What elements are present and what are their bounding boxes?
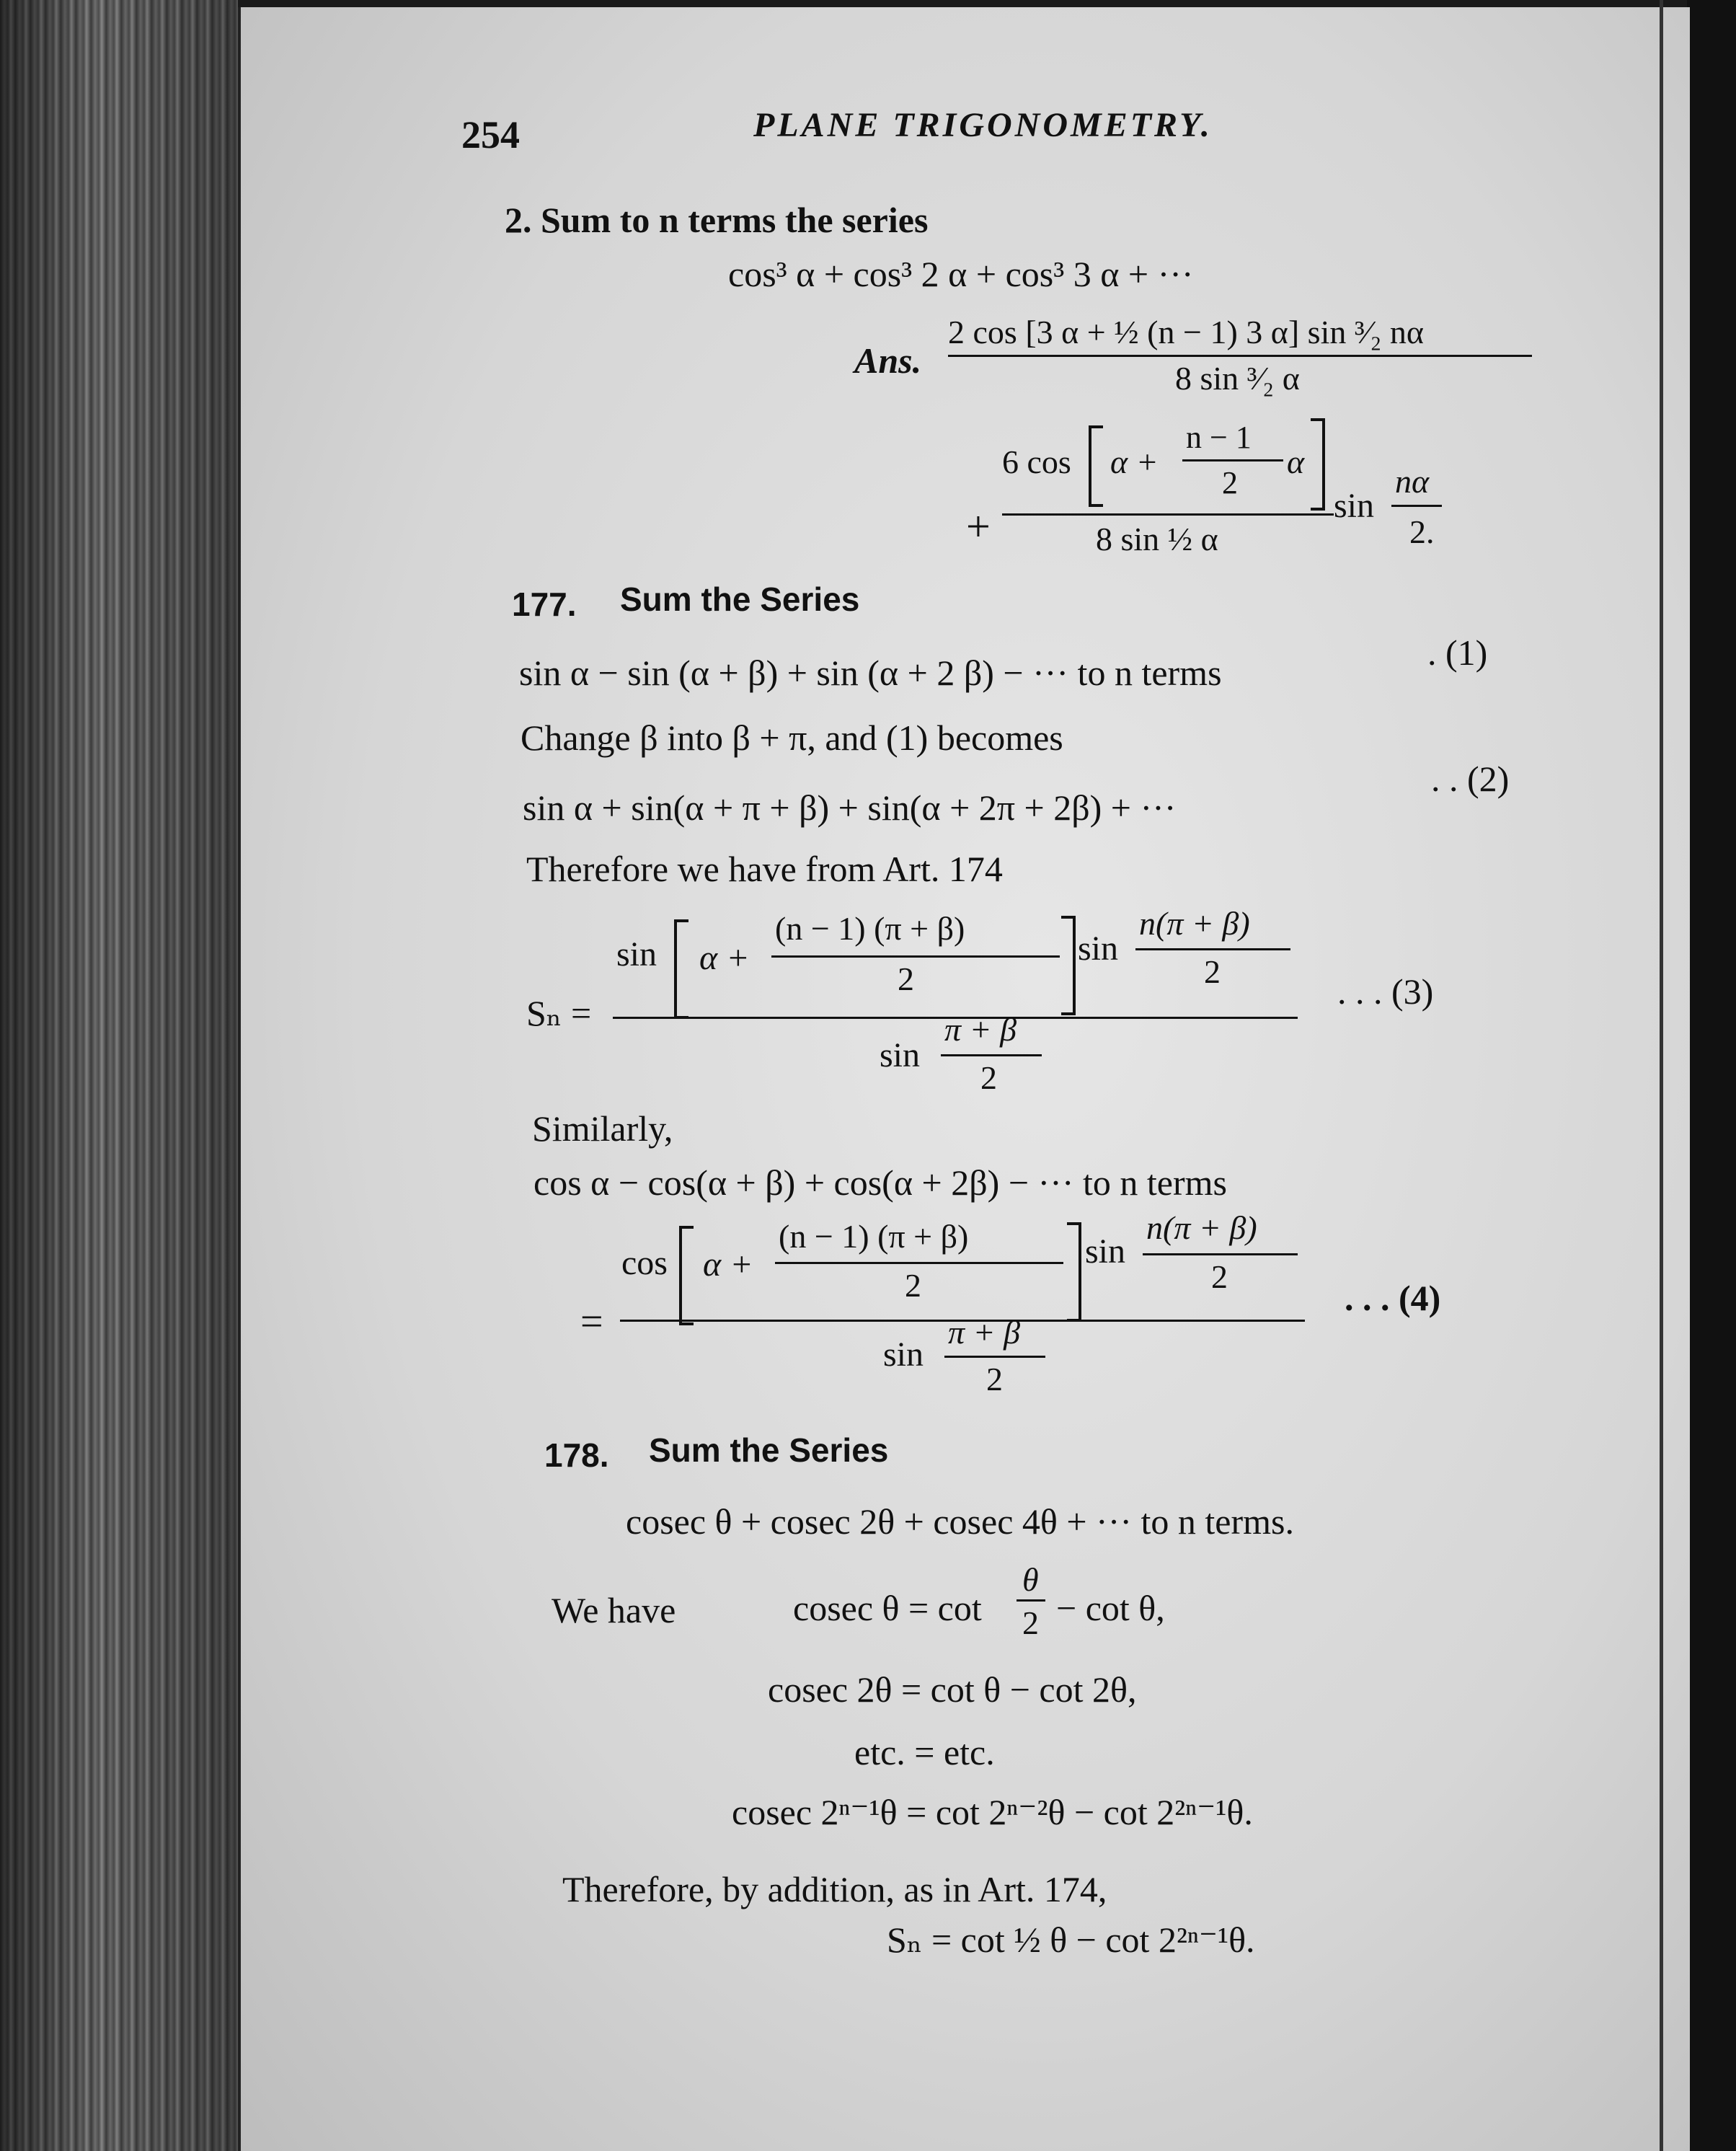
answer-numerator-1: 2 cos [3 α + ½ (n − 1) 3 α] sin ³⁄₂ nα xyxy=(948,314,1424,350)
fraction-bar xyxy=(1002,513,1334,516)
we-have-label: We have xyxy=(552,1590,676,1630)
left-bracket xyxy=(1089,425,1103,507)
f4-top-2: n(π + β) xyxy=(1146,1209,1257,1246)
f4-den-top: π + β xyxy=(948,1314,1020,1351)
final-result: Sₙ = cot ½ θ − cot 2²ⁿ⁻¹θ. xyxy=(887,1920,1255,1960)
series-177: sin α − sin (α + β) + sin (α + 2 β) − ··· to n terms xyxy=(519,653,1222,693)
sn-label: Sₙ = xyxy=(526,993,592,1033)
answer-sin: sin xyxy=(1334,487,1375,525)
equals-sign: = xyxy=(580,1299,603,1344)
right-bracket xyxy=(1311,418,1325,511)
identity-general: cosec 2ⁿ⁻¹θ = cot 2ⁿ⁻²θ − cot 2²ⁿ⁻¹θ. xyxy=(732,1792,1253,1832)
equation-tag-1: . (1) xyxy=(1427,632,1488,673)
answer-sin-top: nα xyxy=(1395,463,1430,500)
fraction-bar xyxy=(941,1054,1042,1056)
answer-inner-top: n − 1 xyxy=(1186,420,1252,455)
answer-denominator-1: 8 sin ³⁄₂ α xyxy=(1175,360,1300,397)
f3-top-2: n(π + β) xyxy=(1139,905,1250,942)
exercise-statement: 2. Sum to n terms the series xyxy=(505,200,929,240)
equation-tag-3: . . . (3) xyxy=(1337,971,1434,1012)
page-number: 254 xyxy=(461,113,520,156)
fraction-bar xyxy=(944,1356,1045,1358)
fraction-bar xyxy=(1143,1253,1298,1255)
f3-bottom-2: 2 xyxy=(1204,953,1221,990)
f3-sin: sin xyxy=(616,935,657,973)
fraction-bar xyxy=(948,355,1532,357)
cosec-series: cosec θ + cosec 2θ + cosec 4θ + ··· to n terms. xyxy=(626,1501,1294,1542)
therefore-addition: Therefore, by addition, as in Art. 174, xyxy=(562,1869,1107,1909)
equation-tag-4: . . . (4) xyxy=(1345,1278,1441,1318)
identity-1-bottom: 2 xyxy=(1022,1604,1039,1641)
therefore-line: Therefore we have from Art. 174 xyxy=(526,849,1003,889)
f4-inner-bottom: 2 xyxy=(905,1267,921,1304)
scan-border xyxy=(1687,0,1736,2151)
fraction-bar xyxy=(1017,1599,1045,1602)
f4-den-bottom: 2 xyxy=(986,1361,1003,1397)
f3-sin-2: sin xyxy=(1078,929,1119,968)
f3-alpha: α + xyxy=(699,939,750,977)
equation-tag-2: . . (2) xyxy=(1431,759,1510,799)
fraction-bar xyxy=(1182,459,1283,461)
answer-numerator-2-alpha: α + xyxy=(1110,443,1159,480)
answer-sin-bottom: 2. xyxy=(1409,513,1435,550)
exercise-series: cos³ α + cos³ 2 α + cos³ 3 α + ··· xyxy=(728,254,1194,294)
fraction-bar xyxy=(775,1262,1063,1264)
left-bracket xyxy=(674,919,688,1019)
f4-den-sin: sin xyxy=(883,1335,924,1374)
left-bracket xyxy=(679,1226,694,1325)
f3-den-bottom: 2 xyxy=(980,1059,997,1096)
f3-den-sin: sin xyxy=(880,1036,921,1074)
f3-den-top: π + β xyxy=(944,1011,1017,1048)
f4-cos: cos xyxy=(621,1244,668,1282)
article-heading-177: Sum the Series xyxy=(620,580,860,618)
f3-inner-bottom: 2 xyxy=(898,960,914,997)
f4-inner-top: (n − 1) (π + β) xyxy=(779,1218,969,1255)
f3-inner-top: (n − 1) (π + β) xyxy=(775,910,965,947)
right-bracket xyxy=(1061,916,1076,1015)
running-title: PLANE TRIGONOMETRY. xyxy=(753,106,1213,144)
right-bracket xyxy=(1067,1222,1081,1322)
f4-alpha: α + xyxy=(703,1245,753,1284)
fraction-bar xyxy=(1391,505,1442,507)
article-number-177: 177. xyxy=(512,586,577,623)
article-number-178: 178. xyxy=(544,1436,609,1474)
identity-etc: etc. = etc. xyxy=(854,1732,995,1772)
page-gutter-line xyxy=(1660,0,1663,2151)
plus-sign: + xyxy=(966,503,991,550)
fraction-bar xyxy=(771,955,1060,958)
f4-sin-2: sin xyxy=(1085,1232,1126,1271)
change-statement: Change β into β + π, and (1) becomes xyxy=(521,717,1063,758)
similarly-label: Similarly, xyxy=(532,1108,673,1149)
cos-series: cos α − cos(α + β) + cos(α + 2β) − ··· to n terms xyxy=(533,1162,1227,1203)
answer-numerator-2-cos: 6 cos xyxy=(1002,443,1071,480)
series-177-transformed: sin α + sin(α + π + β) + sin(α + 2π + 2β) + ··· xyxy=(523,787,1177,828)
article-heading-178: Sum the Series xyxy=(649,1431,889,1469)
identity-1-top: θ xyxy=(1022,1561,1039,1598)
identity-1-left: cosec θ = cot xyxy=(793,1588,982,1628)
identity-2: cosec 2θ = cot θ − cot 2θ, xyxy=(768,1669,1137,1710)
book-fore-edge xyxy=(0,0,238,2151)
answer-denominator-2: 8 sin ½ α xyxy=(1096,521,1218,557)
answer-label: Ans. xyxy=(854,340,922,381)
answer-numerator-2-alpha-end: α xyxy=(1287,443,1305,480)
fraction-bar xyxy=(1135,948,1290,950)
f4-bottom-2: 2 xyxy=(1211,1258,1228,1295)
answer-inner-bottom: 2 xyxy=(1222,465,1238,500)
identity-1-right: − cot θ, xyxy=(1056,1588,1165,1628)
